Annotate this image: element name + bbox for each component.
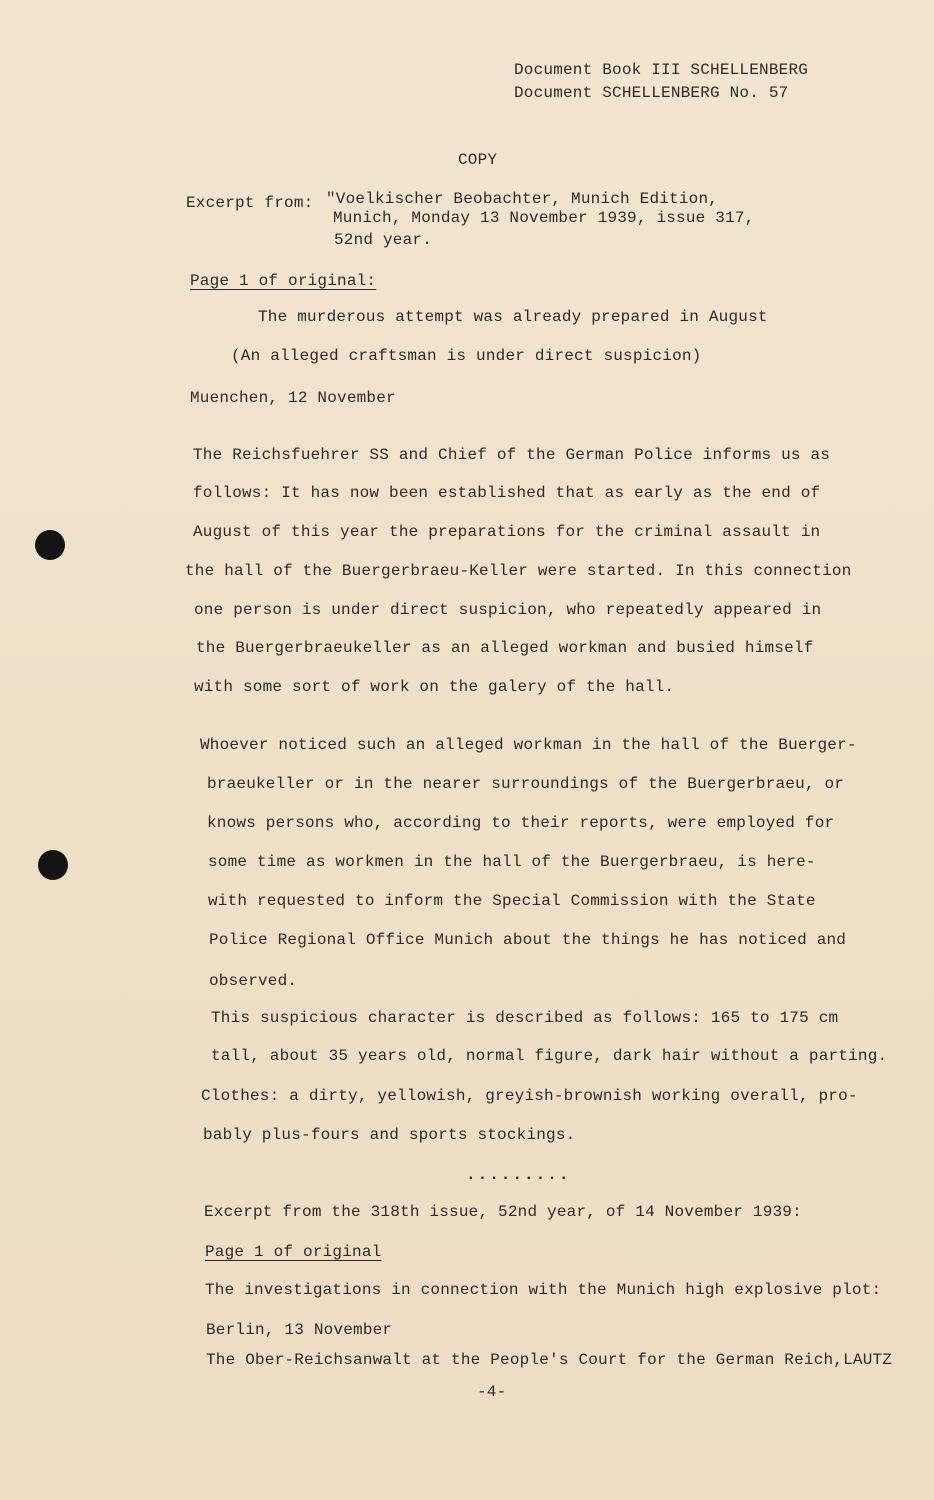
excerpt-label: Excerpt from:: [186, 194, 314, 212]
paragraph-line: Clothes: a dirty, yellowish, greyish-brownish working overall, pro-: [201, 1087, 858, 1105]
paragraph-line: follows: It has now been established that as early as the end of: [193, 484, 821, 502]
page-reference: Page 1 of original:: [190, 272, 377, 290]
dateline-2: Berlin, 13 November: [206, 1321, 393, 1339]
page-reference-2: Page 1 of original: [205, 1243, 382, 1261]
paragraph-line: observed.: [209, 972, 298, 990]
excerpt-source-line-2: Munich, Monday 13 November 1939, issue 317,: [333, 209, 755, 227]
paragraph-line: The Reichsfuehrer SS and Chief of the German Police informs us as: [193, 446, 831, 464]
paragraph-line: with requested to inform the Special Commission with the State: [208, 892, 816, 910]
paragraph-line: knows persons who, according to their reports, were employed for: [207, 814, 835, 832]
article-subheadline: (An alleged craftsman is under direct suspicion): [231, 347, 702, 365]
paragraph-line: one person is under direct suspicion, who repeatedly appeared in: [194, 601, 822, 619]
article-headline: The murderous attempt was already prepared in August: [258, 308, 768, 326]
paragraph-line: braeukeller or in the nearer surroundings of the Buergerbraeu, or: [207, 775, 845, 793]
paragraph-line: August of this year the preparations for the criminal assault in: [193, 523, 821, 541]
doc-type-title: COPY: [458, 151, 498, 169]
excerpt-source-line-3: 52nd year.: [334, 231, 433, 249]
paragraph-line: tall, about 35 years old, normal figure, dark hair without a parting.: [211, 1047, 888, 1065]
paragraph-line: with some sort of work on the galery of the hall.: [194, 678, 675, 696]
dateline: Muenchen, 12 November: [190, 389, 396, 407]
header-document-number: Document SCHELLENBERG No. 57: [514, 84, 789, 102]
excerpt-source-line-1: "Voelkischer Beobachter, Munich Edition,: [326, 190, 719, 208]
section-separator: .........: [466, 1166, 571, 1184]
page-number: -4-: [477, 1383, 507, 1401]
paragraph-line: This suspicious character is described as follows: 165 to 175 cm: [211, 1009, 839, 1027]
header-document-book: Document Book III SCHELLENBERG: [514, 61, 809, 79]
punch-hole: [35, 530, 65, 560]
punch-hole: [38, 850, 68, 880]
paragraph-line: the Buergerbraeukeller as an alleged workman and busied himself: [196, 639, 814, 657]
paragraph-line: the hall of the Buergerbraeu-Keller were started. In this connection: [185, 562, 852, 580]
second-excerpt-heading: Excerpt from the 318th issue, 52nd year, of 14 November 1939:: [204, 1203, 802, 1221]
paragraph-line: bably plus-fours and sports stockings.: [203, 1126, 576, 1144]
paragraph-line: Police Regional Office Munich about the things he has noticed and: [209, 931, 847, 949]
paragraph-line: Whoever noticed such an alleged workman in the hall of the Buerger-: [200, 736, 857, 754]
second-article-headline: The investigations in connection with the Munich high explosive plot:: [205, 1281, 882, 1299]
paragraph-line: The Ober-Reichsanwalt at the People's Court for the German Reich,LAUTZ: [206, 1351, 893, 1369]
paragraph-line: some time as workmen in the hall of the Buergerbraeu, is here-: [208, 853, 816, 871]
